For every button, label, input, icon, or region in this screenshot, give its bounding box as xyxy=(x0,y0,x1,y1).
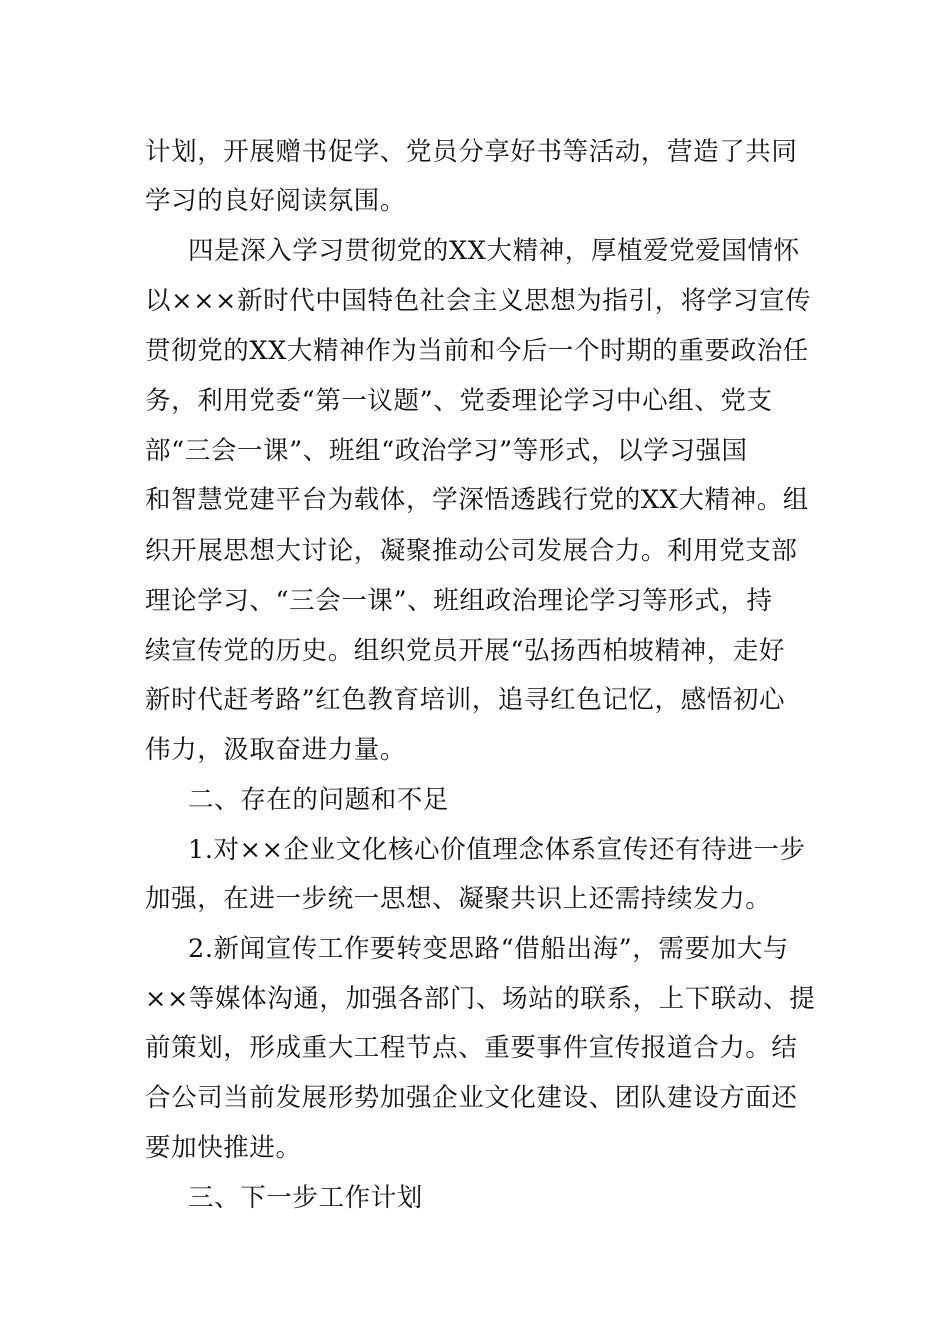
text-line: 和智慧党建平台为载体，学深悟透践行党的XX大精神。组 xyxy=(145,485,809,515)
section-heading: 二、存在的问题和不足 xyxy=(188,785,450,815)
text-line: 加强，在进一步统一思想、凝聚共识上还需持续发力。 xyxy=(145,884,772,914)
section-heading: 三、下一步工作计划 xyxy=(188,1183,423,1213)
text-line: 合公司当前发展形势加强企业文化建设、团队建设方面还 xyxy=(145,1083,798,1113)
text-line: 贯彻党的XX大精神作为当前和今后一个时期的重要政治任 xyxy=(145,336,809,366)
paragraph-first-line: 四是深入学习贯彻党的XX大精神，厚植爱党爱国情怀 xyxy=(188,236,800,266)
text-line: 伟力，汲取奋进力量。 xyxy=(145,735,407,765)
text-line: 要加快推进。 xyxy=(145,1133,302,1163)
text-line: 织开展思想大讨论，凝聚推动公司发展合力。利用党支部 xyxy=(145,536,798,566)
text-line: 续宣传党的历史。组织党员开展“弘扬西柏坡精神，走好 xyxy=(145,636,786,666)
paragraph-first-line: 2.新闻宣传工作要转变思路“借船出海”，需要加大与 xyxy=(188,934,789,964)
text-line: 新时代赶考路”红色教育培训，追寻红色记忆，感悟初心 xyxy=(145,685,786,715)
text-line: 计划，开展赠书促学、党员分享好书等活动，营造了共同 xyxy=(145,137,798,167)
text-line: 部“三会一课”、班组“政治学习”等形式，以学习强国 xyxy=(145,436,748,466)
text-line: 理论学习、“三会一课”、班组政治理论学习等形式，持 xyxy=(145,586,773,616)
paragraph-first-line: 1.对××企业文化核心价值理念体系宣传还有待进一步 xyxy=(188,835,806,865)
text-line: 以×××新时代中国特色社会主义思想为指引，将学习宣传 xyxy=(145,286,812,316)
text-line: 学习的良好阅读氛围。 xyxy=(145,186,407,216)
text-line: 务，利用党委“第一议题”、党委理论学习中心组、党支 xyxy=(145,386,773,416)
text-line: 前策划，形成重大工程节点、重要事件宣传报道合力。结 xyxy=(145,1033,798,1063)
text-line: ××等媒体沟通，加强各部门、场站的联系，上下联动、提 xyxy=(145,984,816,1014)
